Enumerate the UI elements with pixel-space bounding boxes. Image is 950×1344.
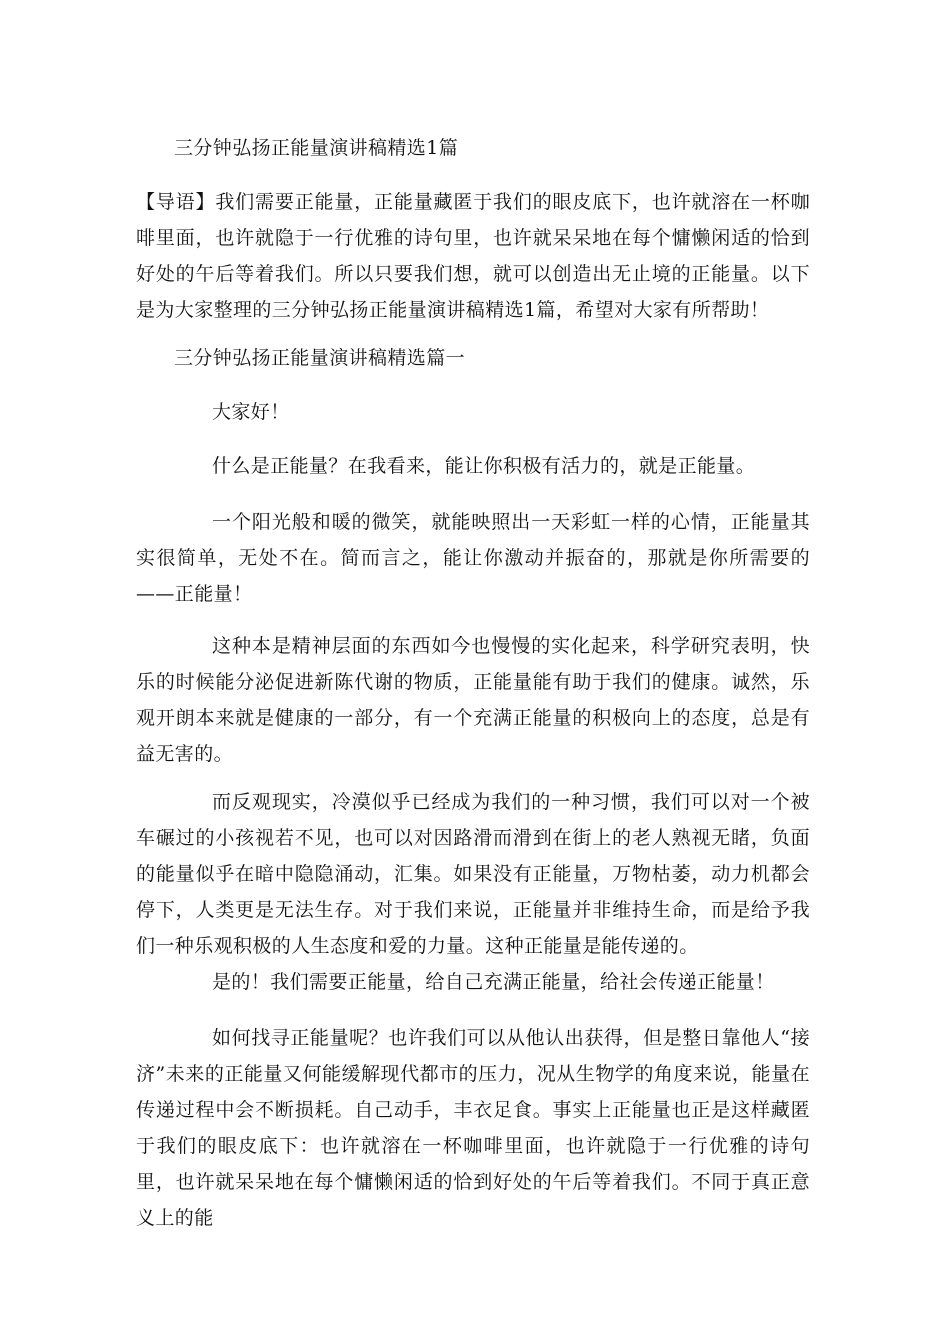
body-paragraph: 一个阳光般和暖的微笑，就能映照出一天彩虹一样的心情，正能量其实很简单，无处不在。简而言之，能让你激动并振奋的，那就是你所需要的——正能量！ bbox=[136, 511, 810, 605]
body-paragraph: 而反观现实，冷漠似乎已经成为我们的一种习惯，我们可以对一个被车碾过的小孩视若不见，也可以对因路滑而滑到在街上的老人熟视无睹，负面的能量似乎在暗中隐隐涌动，汇集。如果没有正能量，万物枯萎，动力机都会停下，人类更是无法生存。对于我们来说，正能量并非维持生命，而是给予我们一种乐观积极的人生态度和爱的力量。这种正能量是能传递的。 bbox=[136, 791, 810, 957]
intro-paragraph: 【导语】我们需要正能量，正能量藏匿于我们的眼皮底下，也许就溶在一杯咖啡里面，也许就隐于一行优雅的诗句里，也许就呆呆地在每个慵懒闲适的恰到好处的午后等着我们。所以只要我们想，就可以创造出无止境的正能量。以下是为大家整理的三分钟弘扬正能量演讲稿精选1篇，希望对大家有所帮助！ bbox=[136, 191, 810, 321]
greeting-paragraph: 大家好！ bbox=[212, 401, 290, 423]
document-title: 三分钟弘扬正能量演讲稿精选1篇 bbox=[174, 137, 459, 159]
body-paragraph: 是的！我们需要正能量，给自己充满正能量，给社会传递正能量！ bbox=[212, 971, 775, 993]
body-paragraph: 什么是正能量？在我看来，能让你积极有活力的，就是正能量。 bbox=[212, 455, 756, 477]
body-paragraph: 这种本是精神层面的东西如今也慢慢的实化起来，科学研究表明，快乐的时候能分泌促进新陈代谢的物质，正能量能有助于我们的健康。诚然，乐观开朗本来就是健康的一部分，有一个充满正能量的积极向上的态度，总是有益无害的。 bbox=[136, 635, 810, 765]
section-heading: 三分钟弘扬正能量演讲稿精选篇一 bbox=[174, 347, 466, 369]
body-paragraph: 如何找寻正能量呢？也许我们可以从他认出获得，但是整日靠他人“接济”未来的正能量又何能缓解现代都市的压力，况从生物学的角度来说，能量在传递过程中会不断损耗。自己动手，丰衣足食。事实上正能量也正是这样藏匿于我们的眼皮底下：也许就溶在一杯咖啡里面，也许就隐于一行优雅的诗句里，也许就呆呆地在每个慵懒闲适的恰到好处的午后等着我们。不同于真正意义上的能 bbox=[136, 1027, 810, 1229]
